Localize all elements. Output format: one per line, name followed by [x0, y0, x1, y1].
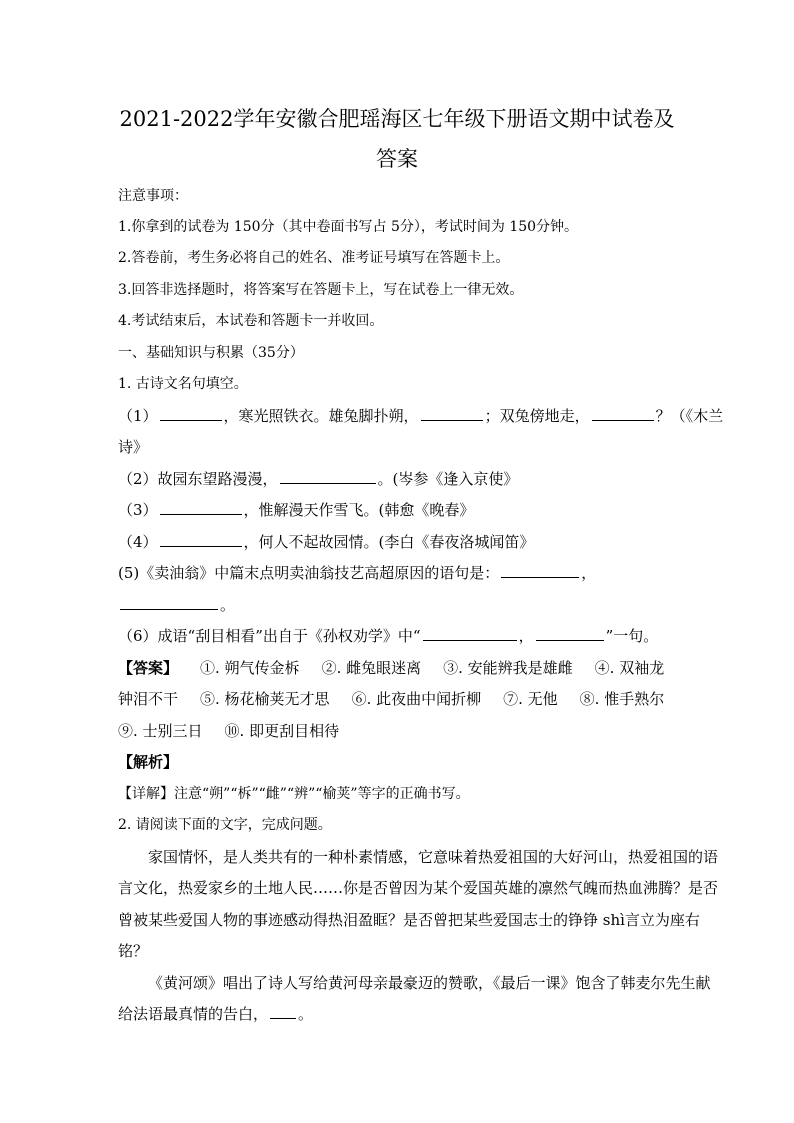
question-1-part-1 — [118, 406, 723, 426]
question-1-part-2 — [118, 469, 518, 489]
part-6-text-2: ， — [518, 627, 534, 645]
passage-line-5: 《黄河颂》唱出了诗人写给黄河母亲最豪迈的赞歌，《最后一课》饱含了韩麦尔先生献 — [148, 974, 711, 992]
question-1-part-1-cont: 诗》 — [118, 438, 149, 456]
question-2-stem: 2. 请阅读下面的文字，完成问题。 — [118, 817, 332, 833]
exam-title-line-2: 答案 — [376, 147, 418, 171]
passage-line-6 — [118, 1004, 313, 1024]
answer-line-1 — [118, 658, 664, 678]
answer-item-9: ⑨. 士别三日 — [118, 722, 203, 740]
question-1-part-5 — [118, 563, 596, 583]
passage-line-1: 家国情怀，是人类共有的一种朴素情感，它意味着热爱祖国的大好河山，热爱祖国的语 — [148, 848, 719, 866]
answer-blank — [421, 406, 483, 421]
answer-blank — [280, 469, 376, 484]
answer-line-3 — [118, 721, 339, 741]
part-3-text: ，惟解漫天作雪飞。(韩愈《晚春》 — [243, 501, 475, 519]
passage-line-3: 曾被某些爱国人物的事迹感动得热泪盈眶？是否曾把某些爱国志士的铮铮 shì言立为座右 — [118, 911, 700, 929]
answer-blank — [501, 563, 579, 578]
answer-line-2 — [118, 689, 664, 709]
part-5-text-2: ， — [581, 564, 597, 582]
answer-item-5: ⑤. 杨花榆荚无才思 — [200, 690, 330, 708]
answer-label: 【答案】 — [118, 659, 179, 677]
question-1-part-6 — [118, 626, 658, 646]
section-heading: 一、基础知识与积累（35分） — [118, 345, 304, 361]
exam-title-line-1: 2021-2022学年安徽合肥瑶海区七年级下册语文期中试卷及 — [119, 107, 675, 131]
passage-line-4: 铭？ — [118, 942, 149, 960]
answer-blank — [536, 626, 604, 641]
passage-text: 给法语最真情的告白， — [118, 1005, 269, 1023]
notice-item-4: 4.考试结束后，本试卷和答题卡一并收回。 — [118, 313, 384, 329]
part-6-text-3: ”一句。 — [605, 627, 659, 645]
part-6-text-1: （6）成语“刮目相看”出自于《孙权劝学》中“ — [118, 627, 421, 645]
answer-blank — [270, 1004, 296, 1019]
notice-heading: 注意事项： — [118, 188, 188, 204]
part-4-text: ，何人不起故园情。(李白《春夜洛城闻笛》 — [243, 533, 535, 551]
passage-line-2: 言文化，热爱家乡的土地人民……你是否曾因为某个爱国英雄的凛然气魄而热血沸腾？是否 — [118, 879, 719, 897]
question-1-part-4 — [118, 532, 534, 552]
answer-item-4: ④. 双袖龙 — [594, 659, 665, 677]
answer-item-10: ⑩. 即更刮目相待 — [224, 722, 340, 740]
answer-item-2: ②. 雌兔眼迷离 — [321, 659, 422, 677]
passage-end: 。 — [298, 1005, 314, 1023]
question-1-stem: 1. 古诗文名句填空。 — [118, 376, 248, 392]
part-5-text-3: 。 — [220, 596, 236, 614]
answer-item-6: ⑥. 此夜曲中闻折柳 — [351, 690, 482, 708]
answer-item-4-cont: 钟泪不干 — [118, 690, 179, 708]
notice-item-2: 2.答卷前，考生务必将自己的姓名、准考证号填写在答题卡上。 — [118, 250, 510, 266]
answer-item-3: ③. 安能辨我是雄雌 — [443, 659, 573, 677]
part-1-text-1: ，寒光照铁衣。雄兔脚扑朔， — [223, 407, 419, 425]
answer-blank — [423, 626, 517, 641]
answer-blank — [160, 500, 242, 515]
notice-item-3: 3.回答非选择题时，将答案写在答题卡上，写在试卷上一律无效。 — [118, 282, 524, 298]
notice-item-1: 1.你拿到的试卷为 150分（其中卷面书写占 5分），考试时间为 150分钟。 — [118, 219, 579, 235]
part-4-prefix: （4） — [118, 533, 158, 551]
answer-item-8: ⑧. 惟手熟尔 — [579, 690, 665, 708]
part-1-text-2: ；双兔傍地走， — [484, 407, 590, 425]
part-2-text-1: （2）故园东望路漫漫， — [118, 470, 278, 488]
part-5-text-1: (5)《卖油翁》中篇末点明卖油翁技艺高超原因的语句是： — [118, 564, 500, 582]
answer-blank — [160, 406, 222, 421]
analysis-label: 【解析】 — [118, 753, 179, 771]
answer-item-7: ⑦. 无他 — [503, 690, 558, 708]
question-1-part-3 — [118, 500, 474, 520]
question-1-part-5-cont — [118, 595, 235, 615]
part-1-text-3: ？（《木兰 — [655, 407, 724, 425]
answer-blank — [120, 595, 218, 610]
answer-item-1: ①. 朔气传金柝 — [200, 659, 300, 677]
part-3-prefix: （3） — [118, 501, 158, 519]
part-2-text-2: 。(岑参《逢入京使》 — [377, 470, 519, 488]
answer-blank — [592, 406, 654, 421]
analysis-detail: 【详解】注意“朔”“柝”“雌”“辨”“榆荚”等字的正确书写。 — [118, 786, 470, 802]
answer-blank — [160, 532, 242, 547]
part-1-prefix: （1） — [118, 407, 158, 425]
